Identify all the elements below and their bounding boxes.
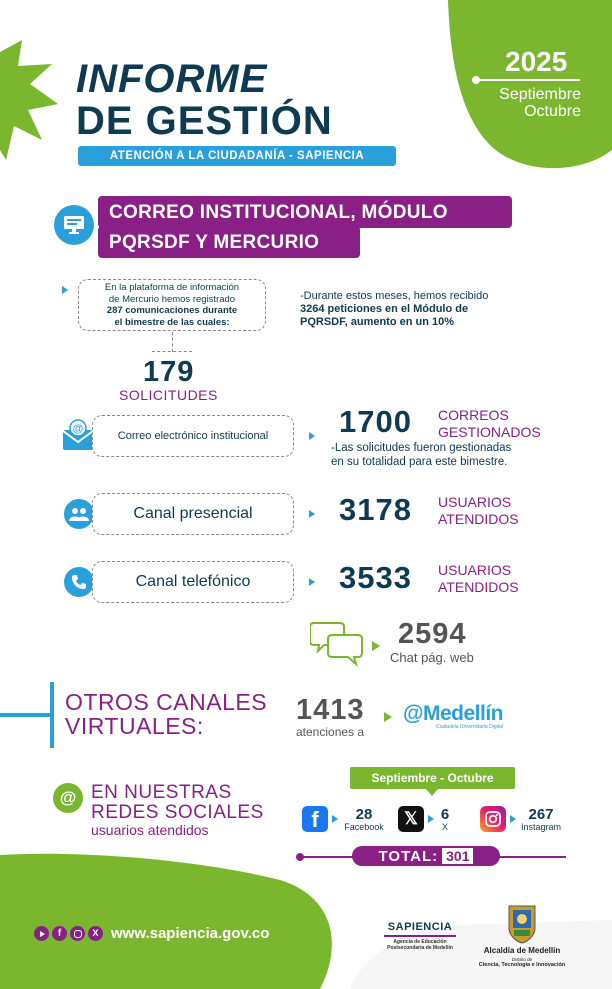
presencial-value: 3178 bbox=[339, 492, 412, 527]
website-link[interactable]: www.sapiencia.gov.co bbox=[111, 925, 270, 942]
page-title bbox=[76, 58, 333, 142]
presencial-arrow-icon bbox=[309, 510, 315, 518]
subtitle-text: ATENCIÓN A LA CIUDADANÍA - SAPIENCIA bbox=[109, 150, 365, 162]
otros-title bbox=[65, 690, 267, 738]
mercurio-connector bbox=[172, 332, 173, 352]
email-note bbox=[331, 441, 511, 469]
telefonico-unit-line2: ATENDIDOS bbox=[438, 579, 519, 595]
pqrsdf-line2: 3264 peticiones en el Módulo de bbox=[300, 303, 469, 315]
x-icon: 𝕏 bbox=[398, 806, 424, 832]
x-value: 6 bbox=[440, 806, 450, 823]
year-divider bbox=[476, 79, 580, 81]
otros-title-line2: VIRTUALES: bbox=[65, 713, 204, 739]
pqrsdf-line3: PQRSDF, aumento en un 10% bbox=[300, 316, 455, 328]
instagram-value: 267 bbox=[528, 806, 554, 823]
telefonico-unit-line1: USUARIOS bbox=[438, 562, 512, 578]
at-sign-icon: @ bbox=[53, 783, 83, 813]
bottom-left-green-shape bbox=[0, 854, 332, 989]
youtube-icon[interactable] bbox=[34, 926, 49, 941]
mercurio-box bbox=[78, 279, 266, 331]
medellin-logo-text: @Medellín bbox=[403, 702, 503, 725]
email-note-line1: -Las solicitudes fueron gestionadas bbox=[331, 442, 512, 454]
presencial-unit-line1: USUARIOS bbox=[438, 494, 512, 510]
top-right-green-shape bbox=[448, 0, 612, 168]
chat-label: Chat pág. web bbox=[390, 650, 474, 665]
svg-text:@: @ bbox=[72, 423, 84, 435]
total-label: TOTAL: bbox=[378, 847, 439, 865]
telefonico-value: 3533 bbox=[339, 560, 412, 595]
x-footer-icon[interactable]: X bbox=[88, 926, 103, 941]
email-unit-line1: CORREOS bbox=[438, 407, 509, 423]
subtitle-pill bbox=[78, 146, 396, 166]
year-divider-dot bbox=[472, 76, 480, 84]
email-icon bbox=[61, 418, 95, 457]
otros-value: 1413 bbox=[296, 694, 365, 726]
instagram-footer-icon[interactable] bbox=[70, 926, 85, 941]
telefonico-channel-box bbox=[92, 561, 294, 603]
facebook-label: Facebook bbox=[344, 822, 384, 832]
otros-side-line-h bbox=[0, 713, 52, 717]
instagram-icon bbox=[480, 806, 506, 832]
computer-icon bbox=[54, 205, 94, 245]
alcaldia-sub1: Distrito de bbox=[511, 957, 533, 962]
total-value: 301 bbox=[442, 848, 473, 864]
title-line1: INFORME bbox=[76, 57, 268, 101]
telefonico-arrow-icon bbox=[309, 578, 315, 586]
solicitudes-label: SOLICITUDES bbox=[119, 387, 218, 403]
chat-value: 2594 bbox=[398, 618, 467, 650]
medellin-logo-sub: Ciudadela Universitaria Digital bbox=[436, 724, 503, 730]
x-arrow-icon bbox=[428, 815, 434, 823]
presencial-channel-label: Canal presencial bbox=[133, 505, 253, 522]
mercurio-connector-h bbox=[152, 351, 192, 352]
left-starburst-shape bbox=[0, 40, 58, 160]
presencial-unit-line2: ATENDIDOS bbox=[438, 511, 519, 527]
alcaldia-shield-icon bbox=[507, 904, 537, 949]
phone-icon bbox=[64, 567, 94, 597]
title-line2: DE GESTIÓN bbox=[76, 99, 333, 143]
mercurio-line4: el bimestre de las cuales: bbox=[114, 316, 230, 328]
period-badge bbox=[350, 767, 515, 789]
telefonico-channel-label: Canal telefónico bbox=[135, 573, 251, 590]
month-1: Septiembre bbox=[499, 86, 581, 103]
footer-social-icons bbox=[34, 926, 103, 941]
period-badge-text: Septiembre - Octubre bbox=[371, 771, 494, 785]
total-line-dot-left bbox=[296, 853, 304, 861]
mercurio-line2: de Mercurio hemos registrado bbox=[108, 293, 236, 305]
facebook-value: 28 bbox=[355, 806, 373, 823]
alcaldia-logo bbox=[470, 946, 574, 968]
section-banner-line1: CORREO INSTITUCIONAL, MÓDULO bbox=[109, 202, 448, 223]
redes-title-line3: usuarios atendidos bbox=[91, 822, 209, 838]
sapiencia-sub1: Agencia de Educación bbox=[393, 939, 447, 945]
presencial-channel-box bbox=[92, 493, 294, 535]
redes-title-line1: EN NUESTRAS bbox=[91, 782, 232, 803]
sapiencia-sub2: Postsecundaria de Medellín bbox=[387, 945, 453, 951]
instagram-label: Instagram bbox=[520, 822, 562, 832]
pqrsdf-text bbox=[300, 290, 488, 329]
solicitudes-value: 179 bbox=[143, 356, 195, 388]
total-badge bbox=[352, 846, 500, 866]
sapiencia-logo bbox=[380, 921, 460, 951]
mercurio-arrow-icon bbox=[62, 286, 68, 294]
email-arrow-icon bbox=[309, 432, 315, 440]
redes-title-line2: REDES SOCIALES bbox=[91, 802, 264, 823]
section-banner-line2: PQRSDF Y MERCURIO bbox=[109, 232, 320, 253]
facebook-footer-icon[interactable]: f bbox=[52, 926, 67, 941]
alcaldia-name: Alcaldía de Medellín bbox=[483, 946, 561, 955]
sapiencia-name: SAPIENCIA bbox=[387, 921, 453, 933]
period-badge-pointer bbox=[426, 789, 438, 796]
otros-arrow-icon bbox=[384, 712, 392, 722]
chat-arrow-icon bbox=[372, 641, 380, 651]
email-channel-box bbox=[92, 415, 294, 457]
medellin-logo bbox=[403, 702, 503, 730]
email-unit-line2: GESTIONADOS bbox=[438, 424, 541, 440]
x-label: X bbox=[441, 822, 448, 832]
alcaldia-sub2: Ciencia, Tecnología e Innovación bbox=[478, 962, 566, 968]
email-channel-label: Correo electrónico institucional bbox=[117, 430, 269, 442]
chat-bubbles-icon bbox=[310, 619, 366, 672]
year: 2025 bbox=[505, 46, 568, 77]
facebook-icon: f bbox=[302, 806, 328, 832]
otros-label: atenciones a bbox=[296, 725, 365, 739]
users-icon bbox=[64, 499, 94, 529]
redes-title bbox=[91, 783, 264, 838]
mercurio-line3: 287 comunicaciones durante bbox=[106, 305, 238, 316]
email-value: 1700 bbox=[339, 404, 412, 439]
month-2: Octubre bbox=[524, 103, 581, 120]
sapiencia-divider bbox=[384, 935, 456, 937]
otros-title-line1: OTROS CANALES bbox=[65, 689, 268, 715]
pqrsdf-line1: -Durante estos meses, hemos recibido bbox=[300, 290, 489, 302]
email-note-line2: en su totalidad para este bimestre. bbox=[331, 456, 508, 468]
mercurio-line1: En la plataforma de información bbox=[104, 282, 240, 293]
